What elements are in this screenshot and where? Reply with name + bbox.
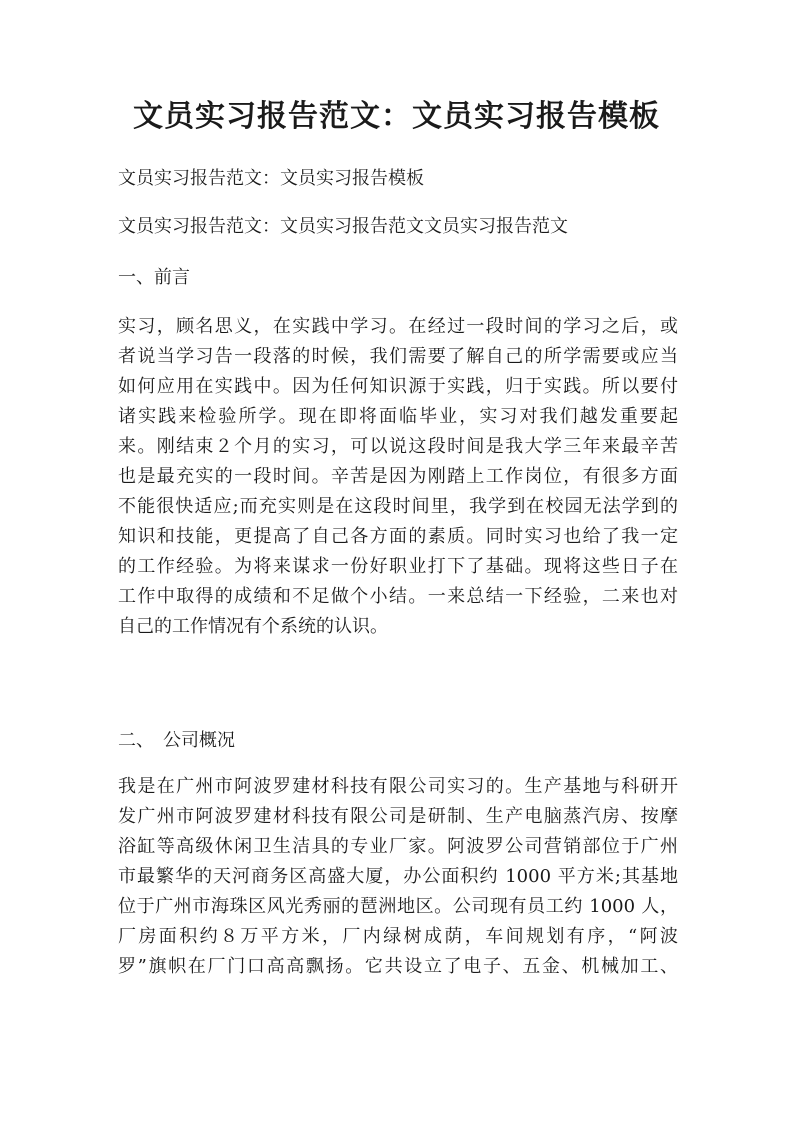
paragraph-line: 诸实践来检验所学。现在即将面临毕业，实习对我们越发重要起 <box>118 406 678 427</box>
section-2-paragraph <box>118 772 678 982</box>
section-1-paragraph <box>118 312 678 642</box>
paragraph-line: 来。刚结束２个月的实习，可以说这段时间是我大学三年来最辛苦 <box>118 436 678 457</box>
section-2-heading: 二、 公司概况 <box>118 730 235 751</box>
paragraph-line: 实习，顾名思义，在实践中学习。在经过一段时间的学习之后，或 <box>118 316 678 337</box>
paragraph-line: 自己的工作情况有个系统的认识。 <box>118 616 388 637</box>
paragraph-line: 我是在广州市阿波罗建材科技有限公司实习的。生产基地与科研开 <box>118 776 678 797</box>
paragraph-line: 知识和技能，更提高了自己各方面的素质。同时实习也给了我一定 <box>118 526 678 547</box>
subtitle-line-2: 文员实习报告范文：文员实习报告范文文员实习报告范文 <box>118 216 568 237</box>
paragraph-line: 也是最充实的一段时间。辛苦是因为刚踏上工作岗位，有很多方面 <box>118 466 678 487</box>
paragraph-line: 的工作经验。为将来谋求一份好职业打下了基础。现将这些日子在 <box>118 556 678 577</box>
paragraph-line: 发广州市阿波罗建材科技有限公司是研制、生产电脑蒸汽房、按摩 <box>118 806 678 827</box>
paragraph-line: 如何应用在实践中。因为任何知识源于实践，归于实践。所以要付 <box>118 376 678 397</box>
paragraph-line: 浴缸等高级休闲卫生洁具的专业厂家。阿波罗公司营销部位于广州 <box>118 836 678 857</box>
paragraph-line: 罗”旗帜在厂门口高高飘扬。它共设立了电子、五金、机械加工、 <box>118 956 678 977</box>
paragraph-line: 位于广州市海珠区风光秀丽的琶洲地区。公司现有员工约 1000 人， <box>118 896 678 917</box>
paragraph-line: 厂房面积约８万平方米，厂内绿树成荫，车间规划有序，“阿波 <box>118 926 678 947</box>
document-title: 文员实习报告范文：文员实习报告模板 <box>133 99 660 134</box>
paragraph-line: 不能很快适应;而充实则是在这段时间里，我学到在校园无法学到的 <box>118 496 678 517</box>
paragraph-line: 者说当学习告一段落的时候，我们需要了解自己的所学需要或应当 <box>118 346 678 367</box>
paragraph-line: 市最繁华的天河商务区高盛大厦，办公面积约 1000 平方米;其基地 <box>118 866 678 887</box>
section-1-heading: 一、前言 <box>118 267 190 288</box>
paragraph-line: 工作中取得的成绩和不足做个小结。一来总结一下经验，二来也对 <box>118 586 678 607</box>
subtitle-line-1: 文员实习报告范文：文员实习报告模板 <box>118 168 424 189</box>
